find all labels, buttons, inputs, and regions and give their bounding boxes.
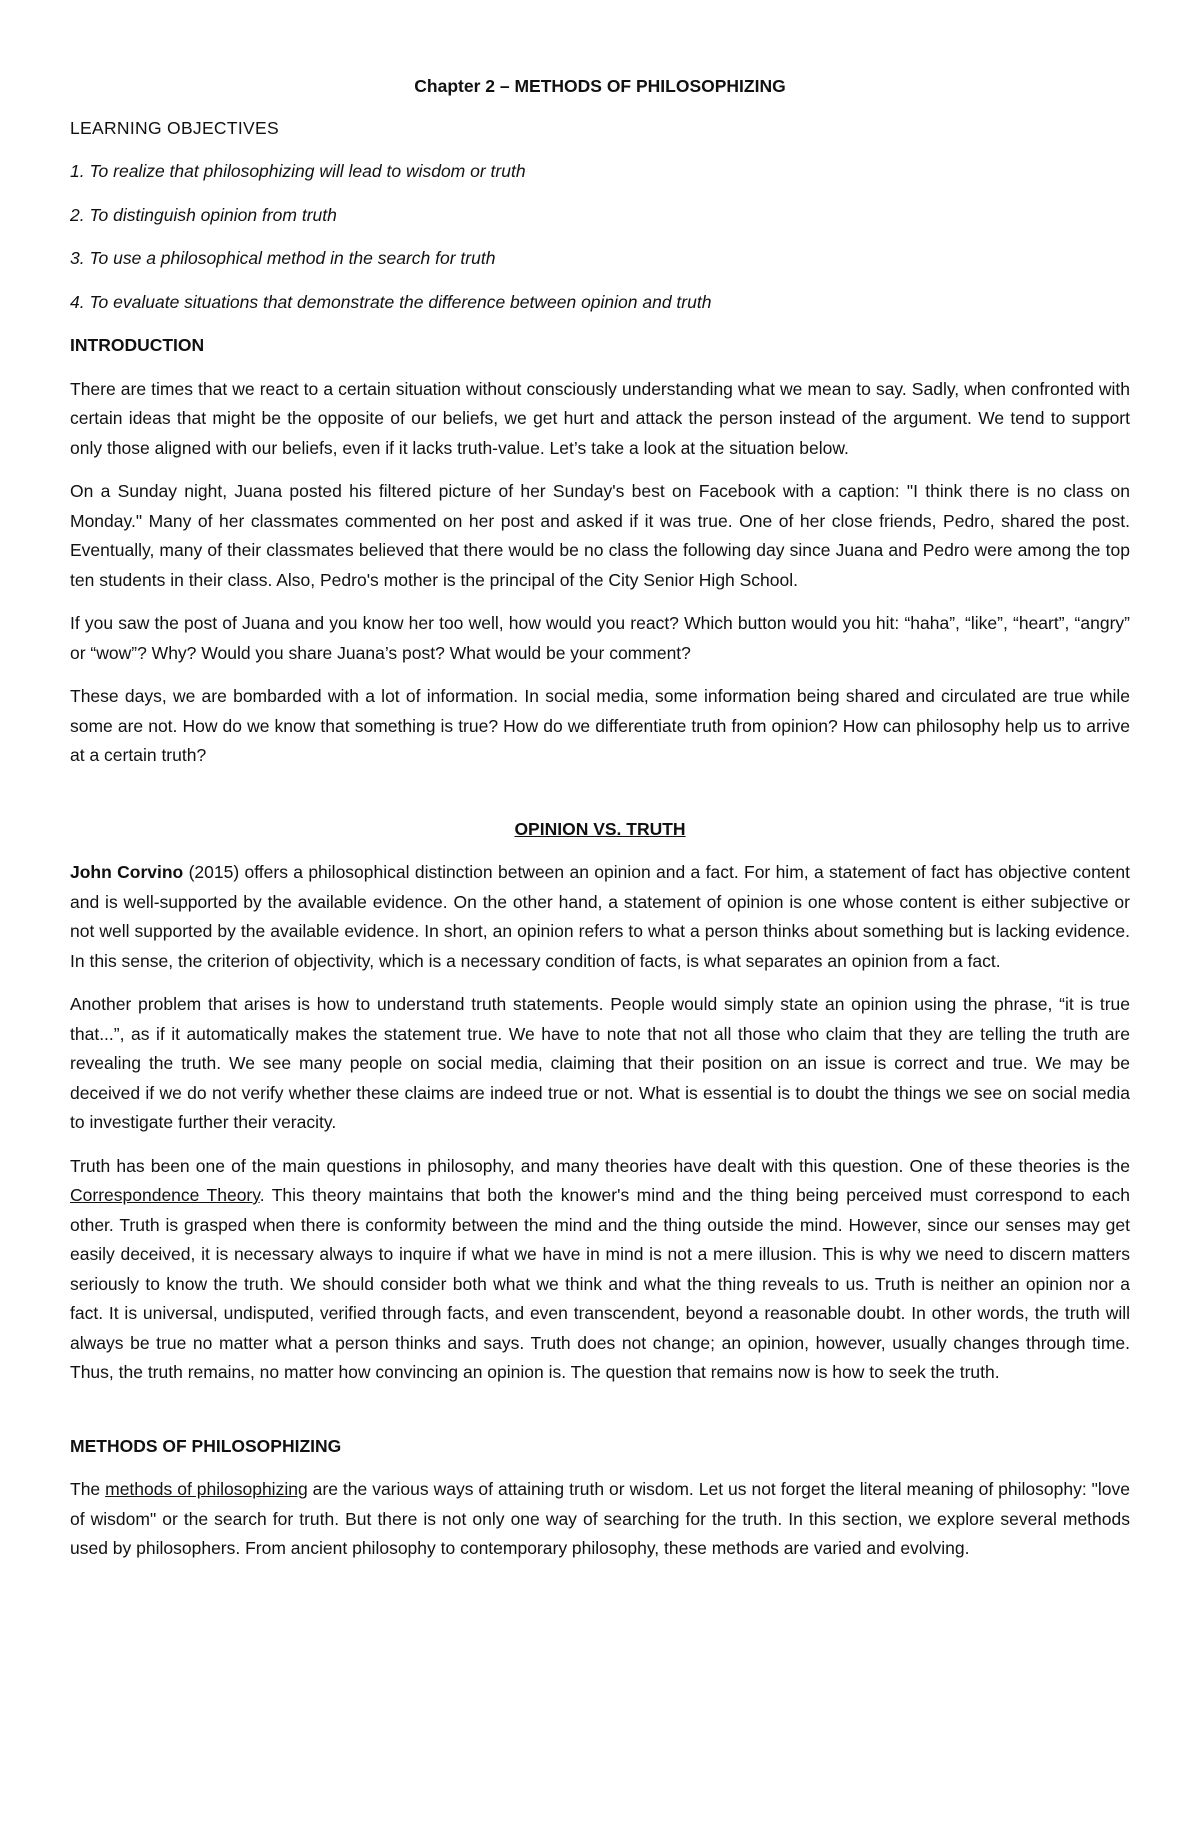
paragraph-text: Truth has been one of the main questions in philosophy, and many theories have dealt with this question. One of these theories is the — [70, 1155, 1130, 1176]
opinion-vs-truth-paragraph: Another problem that arises is how to understand truth statements. People would simply state an opinion using the phrase, “it is true that...”, as if it automatically makes the statement true. We have to note that not all those who claim that they are telling the truth are revealing the truth. We see many people on social media, claiming that their position on an issue is correct and true. We may be deceived if we do not verify whether these claims are indeed true or not. What is essential is to doubt the things we see on social media to investigate further their veracity. — [70, 994, 1130, 1132]
methods-of-philosophizing-term: methods of philosophizing — [105, 1479, 308, 1499]
opinion-vs-truth-paragraph — [70, 858, 1130, 976]
correspondence-theory-term: Correspondence Theory — [70, 1185, 260, 1205]
objective-item: 4. To evaluate situations that demonstrate the difference between opinion and truth — [70, 291, 712, 312]
objective-item: 2. To distinguish opinion from truth — [70, 204, 337, 225]
introduction-paragraph: On a Sunday night, Juana posted his filtered picture of her Sunday's best on Facebook with a caption: "I think there is no class on Monday." Many of her classmates commented on her post and asked if it was true. One of her close friends, Pedro, shared the post. Eventually, many of their classmates believed that there would be no class the following day since Juana and Pedro were among the top ten students in their class. Also, Pedro's mother is the principal of the City Senior High School. — [70, 481, 1130, 590]
introduction-paragraph: These days, we are bombarded with a lot of information. In social media, some information being shared and circulated are true while some are not. How do we know that something is true? How do we differentiate truth from opinion? How can philosophy help us to arrive at a certain truth? — [70, 686, 1130, 765]
methods-heading: METHODS OF PHILOSOPHIZING — [70, 1435, 342, 1456]
paragraph-text: The — [70, 1479, 106, 1499]
introduction-paragraph: If you saw the post of Juana and you know her too well, how would you react? Which button would you hit: “haha”, “like”, “heart”, “angry” or “wow”? Why? Would you share Juana’s post? What would be your comment? — [70, 613, 1130, 663]
learning-objectives-heading: LEARNING OBJECTIVES — [70, 117, 279, 138]
introduction-paragraph: There are times that we react to a certain situation without consciously understanding what we mean to say. Sadly, when confronted with certain ideas that might be the opposite of our beliefs, we get hurt and attack the person instead of the argument. We tend to support only those aligned with our beliefs, even if it lacks truth-value. Let’s take a look at the situation below. — [70, 378, 1130, 458]
paragraph-text: (2015) offers a philosophical distinction between an opinion and a fact. For him, a statement of fact has objective content and is well-supported by the available evidence. On the other hand, a statement of opinion is one whose content is either subjective or not well supported by the available evidence. In short, an opinion refers to what a person thinks about something but is lacking evidence. In this sense, the criterion of objectivity, which is a necessary condition of facts, is what separates an opinion from a fact. — [70, 862, 1130, 971]
introduction-heading: INTRODUCTION — [70, 335, 205, 355]
opinion-vs-truth-heading: OPINION VS. TRUTH — [514, 818, 686, 839]
objective-item: 3. To use a philosophical method in the search for truth — [70, 248, 496, 268]
opinion-vs-truth-paragraph — [70, 1152, 1130, 1388]
author-name: John Corvino — [70, 862, 184, 882]
methods-paragraph — [70, 1475, 1130, 1564]
chapter-title: Chapter 2 – METHODS OF PHILOSOPHIZING — [414, 76, 786, 96]
paragraph-text: are the various ways of attaining truth or wisdom. Let us not forget the literal meaning of philosophy: "love of wisdom" or the search for truth. But there is not only one way of searching for the truth. In this section, we explore several methods used by philosophers. From ancient philosophy to contemporary philosophy, these methods are varied and evolving. — [70, 1479, 1130, 1558]
objective-item: 1. To realize that philosophizing will lead to wisdom or truth — [70, 161, 526, 181]
paragraph-text: . This theory maintains that both the knower's mind and the thing being perceived must correspond to each other. Truth is grasped when there is conformity between the mind and the thing outside the mind. However, since our senses may get easily deceived, it is necessary always to inquire if what we have in mind is not a mere illusion. This is why we need to discern matters seriously to know the truth. We should consider both what we think and what the thing reveals to us. Truth is neither an opinion nor a fact. It is universal, undisputed, verified through facts, and even transcendent, beyond a reasonable doubt. In other words, the truth will always be true no matter what a person thinks and says. Truth does not change; an opinion, however, usually changes through time. Thus, the truth remains, no matter how convincing an opinion is. The question that remains now is how to seek the truth. — [70, 1185, 1130, 1382]
